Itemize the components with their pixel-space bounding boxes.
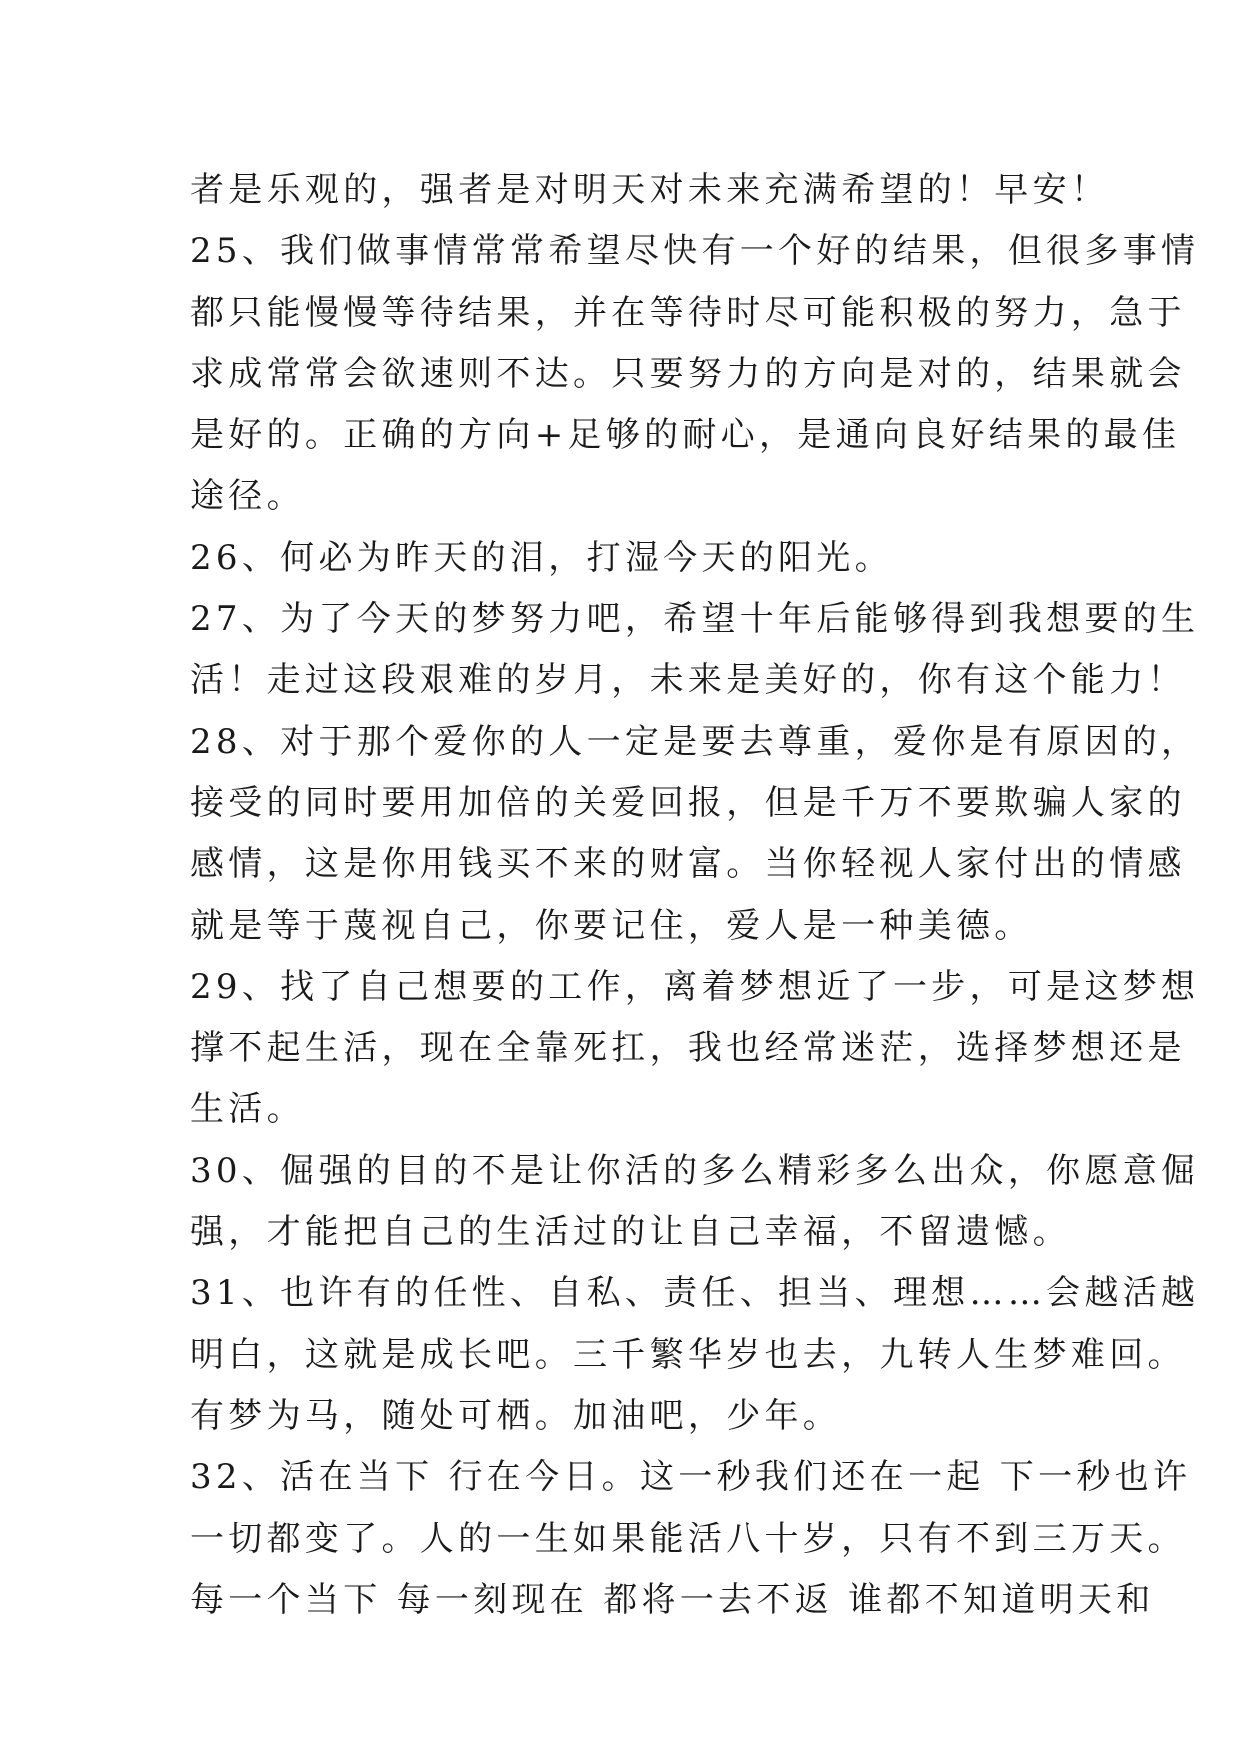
- text-line: 途径。: [190, 476, 305, 517]
- body-text: [190, 160, 1200, 1631]
- text-line: 明白，这就是成长吧。三千繁华岁也去，九转人生梦难回。: [190, 1334, 1186, 1375]
- text-line: 生活。: [190, 1089, 305, 1130]
- text-line: 都只能慢慢等待结果，并在等待时尽可能积极的努力，急于: [190, 292, 1186, 333]
- text-line: 27、为了今天的梦努力吧，希望十年后能够得到我想要的生: [190, 599, 1200, 640]
- text-line: 31、也许有的任性、自私、责任、担当、理想……会越活越: [190, 1273, 1200, 1314]
- text-line: 撑不起生活，现在全靠死扛，我也经常迷茫，选择梦想还是: [190, 1028, 1186, 1069]
- text-line: 每一个当下 每一刻现在 都将一去不返 谁都不知道明天和: [190, 1579, 1155, 1620]
- text-line: 有梦为马，随处可栖。加油吧，少年。: [190, 1395, 842, 1436]
- text-line: 者是乐观的，强者是对明天对未来充满希望的！早安！: [190, 170, 1110, 210]
- text-line: 25、我们做事情常常希望尽快有一个好的结果，但很多事情: [190, 231, 1200, 272]
- text-line: 是好的。正确的方向+足够的耐心，是通向良好结果的最佳: [190, 415, 1181, 456]
- text-line: 强，才能把自己的生活过的让自己幸福，不留遗憾。: [190, 1212, 1071, 1253]
- text-line: 28、对于那个爱你的人一定是要去尊重，爱你是有原因的，: [190, 721, 1200, 762]
- text-line: 26、何必为昨天的泪，打湿今天的阳光。: [190, 537, 893, 578]
- text-line: 29、找了自己想要的工作，离着梦想近了一步，可是这梦想: [190, 966, 1200, 1007]
- text-line: 活！走过这段艰难的岁月，未来是美好的，你有这个能力！: [190, 660, 1186, 701]
- text-line: 求成常常会欲速则不达。只要努力的方向是对的，结果就会: [190, 353, 1186, 394]
- text-line: 感情，这是你用钱买不来的财富。当你轻视人家付出的情感: [190, 844, 1186, 885]
- text-line: 30、倔强的目的不是让你活的多么精彩多么出众，你愿意倔: [190, 1150, 1200, 1191]
- text-line: 32、活在当下 行在今日。这一秒我们还在一起 下一秒也许: [190, 1457, 1192, 1498]
- text-line: 一切都变了。人的一生如果能活八十岁，只有不到三万天。: [190, 1518, 1186, 1559]
- text-line: 接受的同时要用加倍的关爱回报，但是千万不要欺骗人家的: [190, 782, 1186, 823]
- text-line: 就是等于蔑视自己，你要记住，爱人是一种美德。: [190, 905, 1033, 946]
